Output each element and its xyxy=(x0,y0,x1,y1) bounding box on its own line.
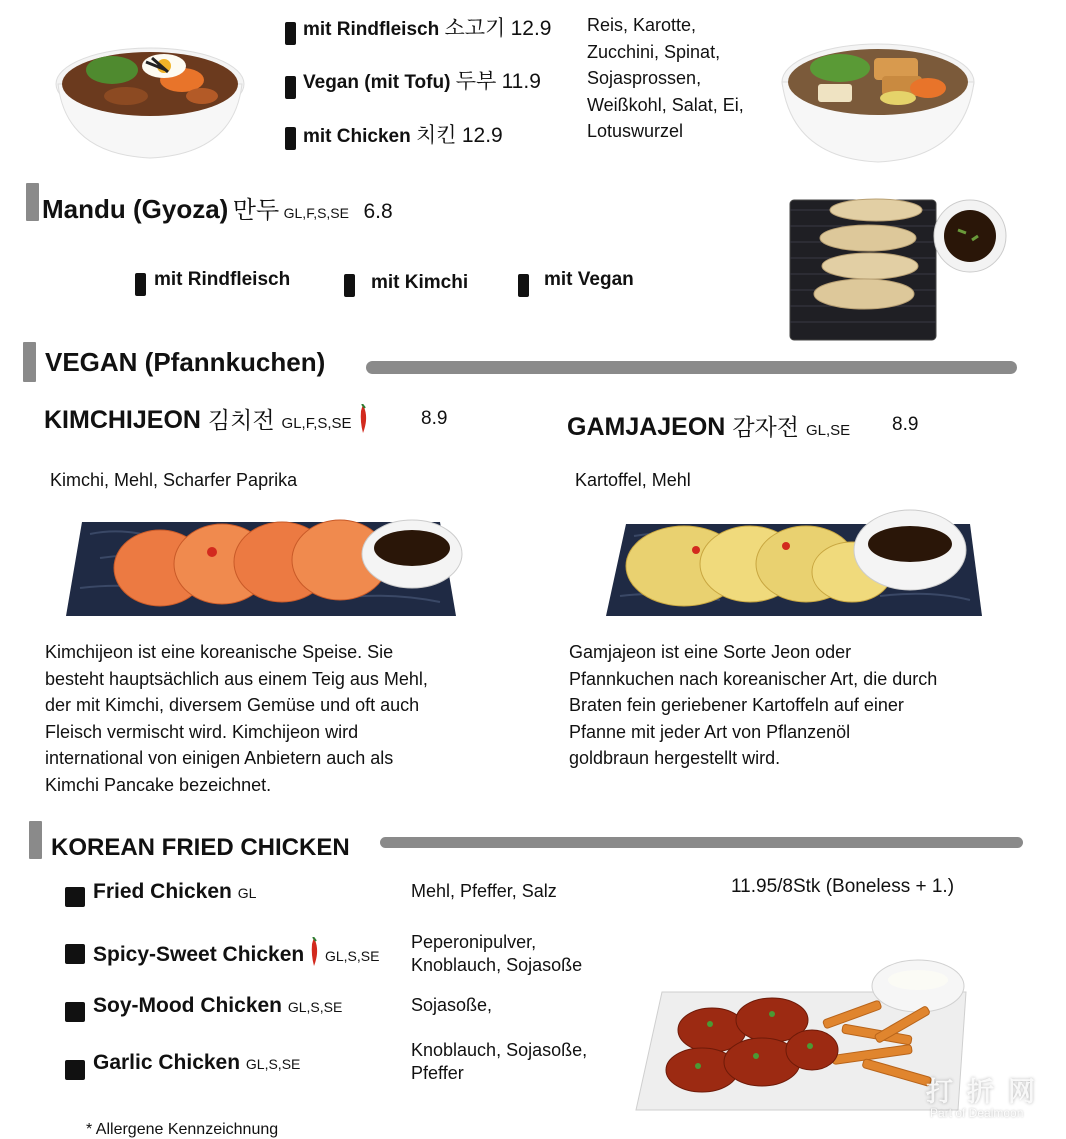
option-price: 12.9 xyxy=(461,124,503,147)
fried-chicken-photo xyxy=(632,950,972,1118)
section-divider xyxy=(380,837,1023,848)
chicken-section-title: KOREAN FRIED CHICKEN xyxy=(51,834,350,861)
option-bullet xyxy=(518,274,529,297)
kimchijeon-ingredients: Kimchi, Mehl, Scharfer Paprika xyxy=(50,470,298,490)
kimchijeon-price: 8.9 xyxy=(421,408,448,429)
option-korean: 치킨 xyxy=(415,124,457,147)
option-bullet xyxy=(285,76,296,99)
kimchijeon-description xyxy=(45,639,428,798)
chicken-ingredients-fried xyxy=(411,880,557,903)
item-name: Soy-Mood Chicken xyxy=(93,994,283,1017)
chicken-item-fried xyxy=(93,880,256,904)
dish-title: GAMJAJEON xyxy=(567,413,726,441)
item-allergens: GL,S,SE xyxy=(287,999,343,1015)
chicken-price-note: 11.95/8Stk (Boneless + 1.) xyxy=(731,876,955,897)
mandu-option-beef: mit Rindfleisch xyxy=(154,269,291,290)
chicken-item-spicy-sweet xyxy=(93,937,379,967)
description-line: der mit Kimchi, diversem Gemüse und oft auch xyxy=(45,695,420,715)
description-line: Braten fein geriebener Kartoffeln auf einer xyxy=(569,695,904,715)
gamjajeon-heading xyxy=(567,409,850,442)
dish-allergens: GL,F,S,SE xyxy=(281,415,352,432)
dish-title: KIMCHIJEON xyxy=(44,406,201,434)
kimchijeon-photo xyxy=(60,498,466,626)
bibimbap-option-beef xyxy=(303,12,551,42)
item-bullet xyxy=(65,887,85,907)
bibimbap-tofu-photo xyxy=(778,18,978,166)
description-line: goldbraun hergestellt wird. xyxy=(569,748,781,768)
option-name: mit Rindfleisch xyxy=(303,19,440,40)
watermark-subtitle: Part of Dealmoon xyxy=(930,1106,1024,1120)
description-line: Pfannkuchen nach koreanischer Art, die durch xyxy=(569,668,938,689)
description-line: Fleisch vermischt wird. Kimchijeon wird xyxy=(45,721,359,742)
mandu-option-vegan: mit Vegan xyxy=(544,269,634,290)
description-line: Kimchijeon ist eine koreanische Speise. Sie xyxy=(45,642,394,662)
ingredient-line: Pfeffer xyxy=(411,1063,464,1083)
option-bullet xyxy=(285,22,296,45)
option-name: Vegan (mit Tofu) xyxy=(303,72,451,93)
description-line: Gamjajeon ist eine Sorte Jeon oder xyxy=(569,642,852,662)
chicken-item-soy-mood xyxy=(93,994,342,1018)
ingredient-line: Lotuswurzel xyxy=(587,121,684,141)
option-korean: 두부 xyxy=(455,70,497,93)
ingredient-line: Reis, Karotte, xyxy=(587,15,697,35)
description-line: besteht hauptsächlich aus einem Teig aus Mehl, xyxy=(45,668,428,689)
chicken-ingredients-spicy-sweet xyxy=(411,931,582,977)
gamjajeon-description xyxy=(569,639,937,772)
bibimbap-option-chicken xyxy=(303,119,503,149)
ingredient-line: Knoblauch, Sojasoße, xyxy=(411,1040,588,1060)
option-bullet xyxy=(344,274,355,297)
chili-icon xyxy=(310,937,319,967)
item-name: Garlic Chicken xyxy=(93,1051,241,1074)
description-line: Kimchi Pancake bezeichnet. xyxy=(45,774,272,795)
item-bullet xyxy=(65,1060,85,1080)
dish-korean: 김치전 xyxy=(207,407,275,433)
mandu-title: Mandu (Gyoza) xyxy=(42,194,229,224)
item-bullet xyxy=(65,1002,85,1022)
section-marker xyxy=(29,821,42,859)
item-allergens: GL xyxy=(237,885,257,901)
mandu-price: 6.8 xyxy=(363,200,393,223)
mandu-photo xyxy=(788,196,1012,342)
mandu-allergens: GL,F,S,SE xyxy=(283,205,349,221)
ingredient-line: Peperonipulver, xyxy=(411,932,537,952)
bibimbap-beef-photo xyxy=(52,22,248,162)
description-line: international von einigen Anbietern auch als xyxy=(45,748,394,768)
mandu-korean: 만두 xyxy=(232,197,280,224)
section-divider xyxy=(366,361,1017,374)
ingredient-line: Weißkohl, Salat, Ei, xyxy=(587,94,744,115)
section-marker xyxy=(23,342,36,382)
option-korean: 소고기 xyxy=(444,17,506,40)
dish-allergens: GL,SE xyxy=(805,422,851,439)
vegan-section-title: VEGAN (Pfannkuchen) xyxy=(45,347,326,377)
ingredient-line: Zucchini, Spinat, xyxy=(587,41,721,62)
item-name: Spicy-Sweet Chicken xyxy=(93,943,305,966)
option-bullet xyxy=(285,127,296,150)
bibimbap-ingredients xyxy=(587,12,744,145)
item-allergens: GL,S,SE xyxy=(245,1056,301,1072)
chicken-ingredients-garlic xyxy=(411,1039,587,1085)
item-bullet xyxy=(65,944,85,964)
watermark-logo: 打折网 xyxy=(926,1077,1049,1107)
gamjajeon-price: 8.9 xyxy=(892,414,919,435)
kimchijeon-heading xyxy=(44,402,368,435)
gamjajeon-ingredients: Kartoffel, Mehl xyxy=(575,470,691,490)
chili-icon xyxy=(359,404,368,434)
description-line: Pfanne mit jeder Art von Pflanzenöl xyxy=(569,721,851,742)
dish-korean: 감자전 xyxy=(732,414,799,440)
mandu-option-kimchi: mit Kimchi xyxy=(371,272,469,293)
chicken-ingredients-soy-mood xyxy=(411,994,492,1017)
option-name: mit Chicken xyxy=(303,126,411,147)
ingredient-line: Knoblauch, Sojasoße xyxy=(411,955,583,975)
option-price: 12.9 xyxy=(510,17,552,40)
ingredient-line: Mehl, Pfeffer, Salz xyxy=(411,881,557,901)
ingredient-line: Sojasprossen, xyxy=(587,68,702,88)
option-bullet xyxy=(135,273,146,296)
ingredient-line: Sojasoße, xyxy=(411,995,493,1015)
section-marker xyxy=(26,183,39,221)
mandu-heading xyxy=(42,190,393,225)
gamjajeon-photo xyxy=(600,500,990,624)
item-allergens: GL,S,SE xyxy=(324,948,380,964)
bibimbap-option-vegan xyxy=(303,65,541,95)
chicken-item-garlic xyxy=(93,1051,300,1075)
allergen-footnote: * Allergene Kennzeichnung xyxy=(86,1121,279,1138)
option-price: 11.9 xyxy=(501,70,541,93)
item-name: Fried Chicken xyxy=(93,880,232,903)
